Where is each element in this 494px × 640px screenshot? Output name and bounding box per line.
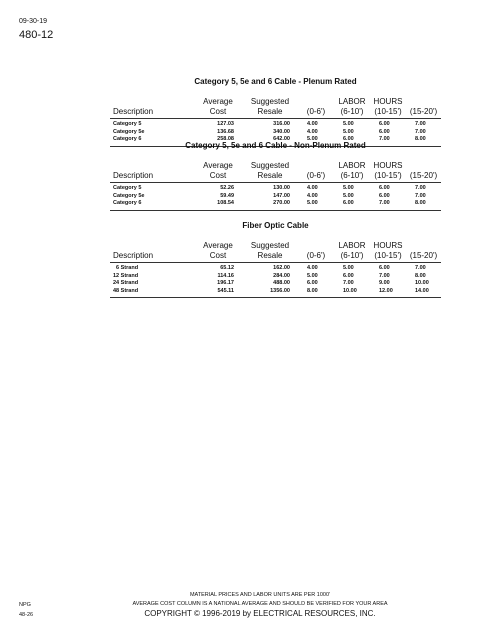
- column-header-cell: (15-20'): [409, 251, 438, 260]
- table-cell: 6.00: [379, 265, 390, 271]
- column-header-cell: Suggested: [250, 161, 290, 170]
- footer-note-units: MATERIAL PRICES AND LABOR UNITS ARE PER 1000': [189, 592, 331, 598]
- column-header-cell: [406, 97, 441, 107]
- section-title: Category 5, 5e and 6 Cable - Plenum Rated: [194, 77, 357, 86]
- table-cell: 5.00: [307, 136, 318, 142]
- table-cell: 7.00: [415, 128, 426, 135]
- column-header-cell: [406, 241, 441, 251]
- table-cell: 196.17: [217, 280, 234, 286]
- table-cell: 12.00: [379, 287, 393, 294]
- table-cell: 10.00: [415, 280, 429, 286]
- column-header-row-top: [110, 97, 441, 107]
- column-header-cell: [298, 161, 334, 171]
- column-header-cell: (10-15'): [374, 107, 402, 116]
- table-cell: Category 5: [113, 121, 142, 127]
- table-cell: 8.00: [415, 272, 426, 279]
- table-cell: 4.00: [307, 128, 318, 135]
- table-cell: Category 5e: [113, 128, 145, 135]
- table-cell: 5.00: [343, 192, 354, 199]
- page-code: 480-12: [19, 29, 54, 41]
- table-body: [110, 185, 441, 208]
- table-cell: 14.00: [415, 287, 429, 294]
- table-cell: 270.00: [273, 200, 290, 206]
- table-cell: 5.00: [343, 121, 354, 127]
- table-cell: 130.00: [273, 185, 290, 191]
- table-cell: 6.00: [307, 280, 318, 286]
- table-cell: 7.00: [379, 136, 390, 142]
- table-cell: 6.00: [379, 185, 390, 191]
- table-cell: 7.00: [415, 265, 426, 271]
- column-header-cell: LABOR: [338, 97, 366, 106]
- table-cell: 6.00: [379, 192, 390, 199]
- table-cell: 6.00: [379, 121, 390, 127]
- table-row: [110, 280, 441, 288]
- column-header-cell: Cost: [209, 251, 227, 260]
- table-cell: 7.00: [379, 272, 390, 279]
- table-cell: 9.00: [379, 280, 390, 286]
- table-row: [110, 200, 441, 208]
- table-cell: 59.49: [220, 192, 234, 199]
- table-cell: 6.00: [343, 200, 354, 206]
- table-section: [110, 220, 441, 298]
- column-header-cell: Suggested: [250, 97, 290, 106]
- column-header-cell: Resale: [257, 171, 283, 180]
- table-cell: 7.00: [415, 121, 426, 127]
- table-body: [110, 265, 441, 295]
- table-row: [110, 193, 441, 201]
- column-header-cell: (6-10'): [340, 107, 364, 116]
- table-cell: 545.11: [217, 287, 234, 294]
- column-header-cell: [110, 241, 194, 251]
- footer-note-average: AVERAGE COST COLUMN IS A NATIONAL AVERAGE AND SHOULD BE VERIFIED FOR YOUR AREA: [132, 601, 388, 607]
- section-title: Fiber Optic Cable: [242, 221, 309, 230]
- table-cell: 258.08: [217, 136, 234, 142]
- table-cell: 5.00: [343, 185, 354, 191]
- footer-copyright: COPYRIGHT © 1996-2019 by ELECTRICAL RESOURCES, INC.: [144, 609, 376, 618]
- table-cell: 642.00: [273, 136, 290, 142]
- page-date: 09-30-19: [19, 18, 48, 25]
- table-row: [110, 129, 441, 137]
- column-header-cell: Description: [113, 171, 154, 180]
- table-cell: 284.00: [273, 272, 290, 279]
- column-header-cell: (0-6'): [306, 107, 326, 116]
- column-header-cell: Resale: [257, 251, 283, 260]
- column-header-cell: Cost: [209, 107, 227, 116]
- table-cell: 7.00: [415, 192, 426, 199]
- table-cell: 8.00: [415, 136, 426, 142]
- column-header-cell: Cost: [209, 171, 227, 180]
- column-header-row-top: [110, 241, 441, 251]
- column-header-cell: Average: [203, 161, 233, 170]
- table-cell: 8.00: [307, 287, 318, 294]
- table-row: [110, 185, 441, 193]
- table-cell: 6 Strand: [113, 265, 139, 271]
- table-cell: 4.00: [307, 265, 318, 271]
- column-header-cell: Average: [203, 241, 233, 250]
- table-cell: 5.00: [307, 200, 318, 206]
- column-header-cell: (10-15'): [374, 171, 402, 180]
- column-header-cell: (10-15'): [374, 251, 402, 260]
- table-row: [110, 121, 441, 129]
- column-header-cell: HOURS: [373, 97, 403, 106]
- column-header-cell: Resale: [257, 107, 283, 116]
- table-row: [110, 288, 441, 296]
- table-cell: 48 Strand: [113, 287, 139, 294]
- table-bottom-divider: [110, 210, 441, 211]
- table-cell: 4.00: [307, 192, 318, 199]
- table-section: [110, 76, 441, 147]
- table-cell: 4.00: [307, 121, 318, 127]
- table-cell: Category 6: [113, 200, 142, 206]
- table-cell: 4.00: [307, 185, 318, 191]
- column-header-cell: LABOR: [338, 241, 366, 250]
- table-cell: 147.00: [273, 192, 290, 199]
- table-cell: 7.00: [379, 200, 390, 206]
- table-cell: 316.00: [273, 121, 290, 127]
- table-cell: 162.00: [273, 265, 290, 271]
- column-header-cell: (6-10'): [340, 171, 364, 180]
- column-header-cell: (0-6'): [306, 171, 326, 180]
- column-header-cell: HOURS: [373, 241, 403, 250]
- table-cell: 8.00: [415, 200, 426, 206]
- column-header-cell: [110, 161, 194, 171]
- column-header-cell: Description: [113, 107, 154, 116]
- table-cell: 7.00: [343, 280, 354, 286]
- column-header-cell: HOURS: [373, 161, 403, 170]
- column-header-cell: (15-20'): [409, 107, 438, 116]
- column-header-cell: Suggested: [250, 241, 290, 250]
- header-divider: [110, 118, 441, 119]
- column-header-cell: (0-6'): [306, 251, 326, 260]
- header-divider: [110, 182, 441, 183]
- table-cell: 12 Strand: [113, 272, 139, 279]
- table-cell: 24 Strand: [113, 280, 139, 286]
- table-cell: 6.00: [343, 136, 354, 142]
- table-cell: 340.00: [273, 128, 290, 135]
- column-header-cell: Description: [113, 251, 154, 260]
- table-cell: 108.54: [217, 200, 234, 206]
- table-cell: 114.16: [217, 272, 234, 279]
- column-header-cell: (6-10'): [340, 251, 364, 260]
- column-header-row-bottom: [110, 251, 441, 261]
- column-header-cell: Average: [203, 97, 233, 106]
- column-header-cell: [110, 97, 194, 107]
- table-cell: 65.12: [220, 265, 234, 271]
- table-cell: 6.00: [379, 128, 390, 135]
- table-cell: 5.00: [343, 128, 354, 135]
- table-cell: 127.03: [217, 121, 234, 127]
- column-header-cell: [298, 241, 334, 251]
- header-divider: [110, 262, 441, 263]
- table-cell: 52.26: [220, 185, 234, 191]
- table-cell: 5.00: [343, 265, 354, 271]
- table-cell: 10.00: [343, 287, 357, 294]
- column-header-cell: (15-20'): [409, 171, 438, 180]
- table-cell: 6.00: [343, 272, 354, 279]
- table-cell: Category 5: [113, 185, 142, 191]
- column-header-row-top: [110, 161, 441, 171]
- column-header-cell: [298, 97, 334, 107]
- table-row: [110, 273, 441, 281]
- column-header-cell: LABOR: [338, 161, 366, 170]
- table-cell: 1356.00: [270, 287, 290, 294]
- table-row: [110, 265, 441, 273]
- table-section: [110, 140, 441, 211]
- table-cell: Category 6: [113, 136, 142, 142]
- column-header-row-bottom: [110, 107, 441, 117]
- section-title: Category 5, 5e and 6 Cable - Non-Plenum Rated: [185, 141, 366, 150]
- table-cell: 7.00: [415, 185, 426, 191]
- table-cell: 488.00: [273, 280, 290, 286]
- footer-page-ref: 48-26: [19, 612, 34, 618]
- footer-publisher: NPG: [19, 602, 31, 608]
- table-cell: 5.00: [307, 272, 318, 279]
- table-cell: 136.68: [217, 128, 234, 135]
- table-cell: Category 5e: [113, 192, 145, 199]
- table-bottom-divider: [110, 297, 441, 298]
- column-header-row-bottom: [110, 171, 441, 181]
- column-header-cell: [406, 161, 441, 171]
